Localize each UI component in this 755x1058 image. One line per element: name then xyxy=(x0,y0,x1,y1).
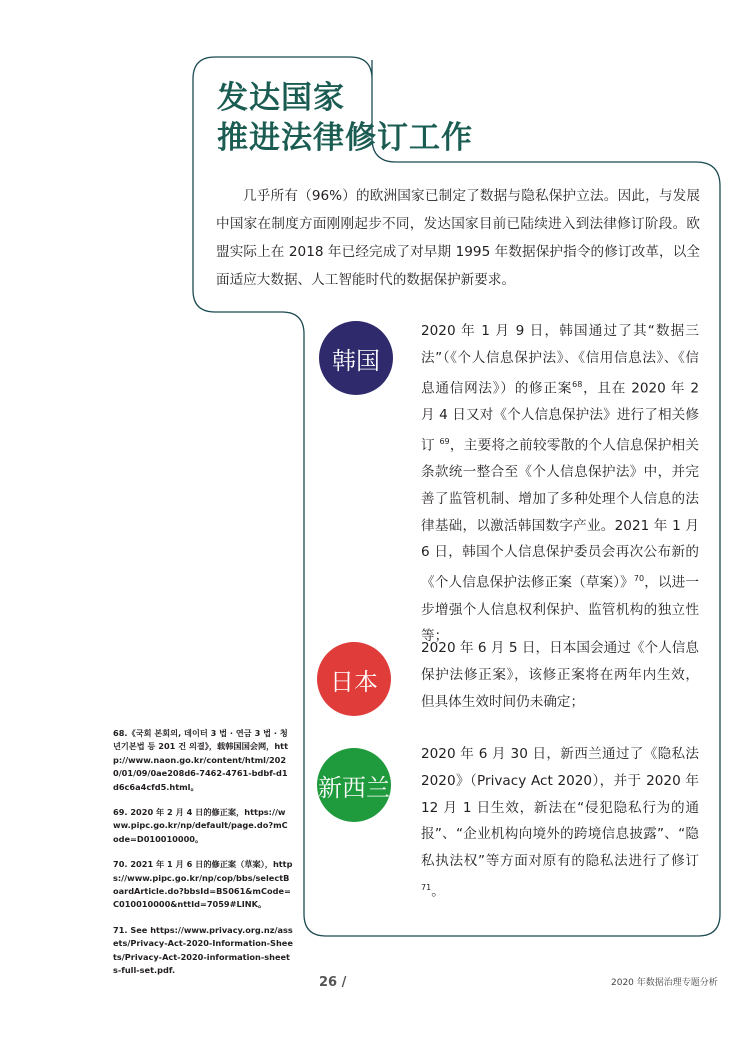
korea-entry xyxy=(421,318,699,650)
entry-text: ，以进一步增强个人信息权利保护、监管机构的独立性等； xyxy=(421,574,699,645)
footnotes xyxy=(113,727,293,990)
running-head: 2020 年数据治理专题分析 xyxy=(611,978,718,988)
japan-badge: 日本 xyxy=(317,642,391,716)
footnote-ref: 71 xyxy=(421,882,432,892)
entry-text: 2020 年 1 月 9 日，韩国通过了其“数据三法”（《个人信息保护法》、《信用信息法》、《信息通信网法》）的修正案 xyxy=(421,323,699,397)
entry-text: 2020 年 6 月 30 日，新西兰通过了《隐私法 2020》（Privacy Act 2020），并于 2020 年 12 月 1 日生效，新法在“侵犯隐私行为的通报”、“企业机构向境外的跨境信息披露”、“隐私执法权”等方面对原有的隐私法进行了修订 xyxy=(421,746,699,870)
footnote-69: 69. 2020 年 2 月 4 日的修正案，https://www.pipc.go.kr/np/default/page.do?mCode=D010010000。 xyxy=(113,807,288,844)
entry-text: 2020 年 6 月 5 日，日本国会通过《个人信息保护法修正案》，该修正案将在两年内生效，但具体生效时间仍未确定； xyxy=(421,640,699,710)
footnote-70: 70. 2021 年 1 月 6 日的修正案（草案），https://www.pipc.go.kr/np/cop/bbs/selectBoardArticle.do?bbsId=BS061&mCode=C010010000&nttId=7059#LINK。 xyxy=(113,859,293,910)
intro-text: 几乎所有（96%）的欧洲国家已制定了数据与隐私保护立法。因此，与发展中国家在制度方面刚刚起步不同，发达国家目前已陆续进入到法律修订阶段。欧盟实际上在 2018 年已经完成了对早期 1995 年数据保护指令的修订改革，以全面适应大数据、人工智能时代的数据保护新要求。 xyxy=(216,188,700,288)
footnote-71: 71. See https://www.privacy.org.nz/assets/Privacy-Act-2020-Information-Sheets/Privacy-Act-2020-information-sheets-full-set.pdf. xyxy=(113,924,293,976)
footnote-ref: 69 xyxy=(439,436,450,446)
page-number: 26 / xyxy=(319,975,347,990)
korea-badge: 韩国 xyxy=(319,321,393,395)
japan-entry xyxy=(421,635,699,715)
section-title-line-1: 发达国家 xyxy=(217,80,345,116)
entry-text: ，且在 2020 年 2 月 4 日又对《个人信息保护法》进行了相关修订 xyxy=(421,380,699,454)
new-zealand-badge: 新西兰 xyxy=(317,748,391,822)
footnote-68: 68.《국회 본회의, 데이터 3 법 · 연금 3 법 · 청년기본법 등 201 건 의결》，载韩国国会网，http://www.naon.go.kr/content/html/2020/01/09/0ae208d6-7462-4761-bdbf-d1d6c6a4cfd5.html。 xyxy=(113,728,289,792)
section-title-line-2: 推进法律修订工作 xyxy=(217,120,473,156)
footnote-ref: 68 xyxy=(572,379,583,389)
footnote-ref: 70 xyxy=(633,574,645,584)
entry-text: ，主要将之前较零散的个人信息保护相关条款统一整合至《个人信息保护法》中，并完善了监管机制、增加了多种处理个人信息的法律基础，以激活韩国数字产业。2021 年 1 月 6 日，韩国个人信息保护委员会再次公布新的《个人信息保护法修正案（草案）》 xyxy=(421,437,699,591)
entry-text: 。 xyxy=(431,883,445,900)
new-zealand-entry xyxy=(421,741,699,905)
intro-paragraph xyxy=(216,182,700,294)
